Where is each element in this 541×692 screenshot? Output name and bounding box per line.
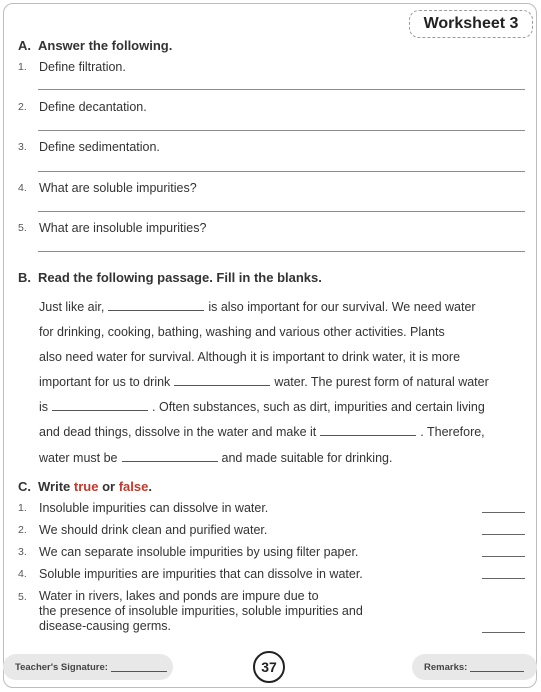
question-5: [18, 221, 206, 235]
statement-number: 3.: [18, 546, 27, 558]
statement-1: [18, 501, 268, 515]
fill-blank-4[interactable]: [320, 435, 416, 436]
section-b-letter: B.: [18, 270, 31, 285]
passage-text: . Therefore,: [420, 425, 485, 439]
statement-number: 1.: [18, 502, 27, 514]
section-a-letter: A.: [18, 38, 31, 53]
section-c-title: .: [148, 479, 152, 494]
question-text: Define sedimentation.: [39, 140, 160, 154]
section-a-title: Answer the following.: [38, 38, 173, 53]
answer-line-4[interactable]: [38, 211, 525, 212]
section-a-heading: [18, 38, 172, 53]
fill-blank-2[interactable]: [174, 385, 270, 386]
passage-text: Just like air,: [39, 300, 105, 314]
section-b-title: Read the following passage. Fill in the blanks.: [38, 270, 322, 285]
answer-line-1[interactable]: [38, 89, 525, 90]
true-word: true: [73, 479, 99, 494]
question-number: 3.: [18, 141, 27, 153]
question-number: 1.: [18, 61, 27, 73]
statement-text: Insoluble impurities can dissolve in water.: [39, 501, 269, 515]
statement-5: [18, 589, 363, 634]
true-false-answer-3[interactable]: [482, 556, 525, 557]
statement-text: We can separate insoluble impurities by using filter paper.: [39, 545, 359, 559]
passage-line-2: [39, 325, 445, 339]
passage-text: also need water for survival. Although it is important to drink water, it is more: [39, 350, 461, 364]
passage-text: is: [39, 400, 49, 414]
fill-blank-5[interactable]: [122, 461, 218, 462]
signature-line: [111, 662, 167, 672]
question-4: [18, 181, 197, 195]
question-number: 2.: [18, 101, 27, 113]
passage-text: for drinking, cooking, bathing, washing and various other activities. Plants: [39, 325, 445, 339]
remarks-label: Remarks:: [424, 661, 468, 673]
statement-text: Soluble impurities are impurities that can dissolve in water.: [39, 567, 363, 581]
passage-text: . Often substances, such as dirt, impurities and certain living: [152, 400, 485, 414]
answer-line-5[interactable]: [38, 251, 525, 252]
statement-4: [18, 567, 363, 581]
passage-line-6: [39, 425, 485, 439]
passage-line-4: [39, 375, 489, 389]
question-text: Define filtration.: [39, 60, 126, 74]
section-c-title: or: [98, 479, 119, 494]
passage-line-3: [39, 350, 460, 364]
question-text: What are insoluble impurities?: [39, 221, 207, 235]
question-number: 4.: [18, 182, 27, 194]
page-number: 37: [253, 651, 285, 683]
section-c-letter: C.: [18, 479, 31, 494]
false-word: false: [118, 479, 149, 494]
question-number: 5.: [18, 222, 27, 234]
section-c-title: Write: [38, 479, 74, 494]
statement-text-line: the presence of insoluble impurities, soluble impurities and: [39, 604, 363, 618]
section-c-heading: [18, 479, 152, 494]
passage-text: water must be: [39, 451, 118, 465]
teacher-signature-field[interactable]: [3, 654, 173, 680]
question-3: [18, 140, 160, 154]
statement-3: [18, 545, 358, 559]
passage-text: water. The purest form of natural water: [274, 375, 489, 389]
true-false-answer-1[interactable]: [482, 512, 525, 513]
statement-number: 5.: [18, 591, 27, 603]
teacher-signature-label: Teacher's Signature:: [15, 661, 108, 673]
passage-line-7: [39, 451, 392, 465]
passage-text: and made suitable for drinking.: [221, 451, 393, 465]
question-text: What are soluble impurities?: [39, 181, 197, 195]
statement-text-line: disease-causing germs.: [39, 619, 172, 633]
answer-line-3[interactable]: [38, 171, 525, 172]
passage-line-5: [39, 400, 485, 414]
remarks-field[interactable]: [412, 654, 537, 680]
section-b-heading: [18, 270, 322, 285]
true-false-answer-4[interactable]: [482, 578, 525, 579]
passage-text: and dead things, dissolve in the water and make it: [39, 425, 317, 439]
passage-text: is also important for our survival. We need water: [208, 300, 476, 314]
statement-text: [39, 589, 363, 634]
statement-2: [18, 523, 267, 537]
answer-line-2[interactable]: [38, 130, 525, 131]
true-false-answer-5[interactable]: [482, 632, 525, 633]
true-false-answer-2[interactable]: [482, 534, 525, 535]
remarks-line: [470, 662, 524, 672]
statement-number: 4.: [18, 568, 27, 580]
statement-text-line: Water in rivers, lakes and ponds are impure due to: [39, 589, 319, 603]
fill-blank-1[interactable]: [108, 310, 204, 311]
question-1: [18, 60, 126, 74]
statement-number: 2.: [18, 524, 27, 536]
fill-blank-3[interactable]: [52, 410, 148, 411]
passage-text: important for us to drink: [39, 375, 171, 389]
question-text: Define decantation.: [39, 100, 147, 114]
statement-text: We should drink clean and purified water.: [39, 523, 268, 537]
question-2: [18, 100, 147, 114]
passage-line-1: [39, 300, 476, 314]
worksheet-title: Worksheet 3: [409, 10, 533, 38]
